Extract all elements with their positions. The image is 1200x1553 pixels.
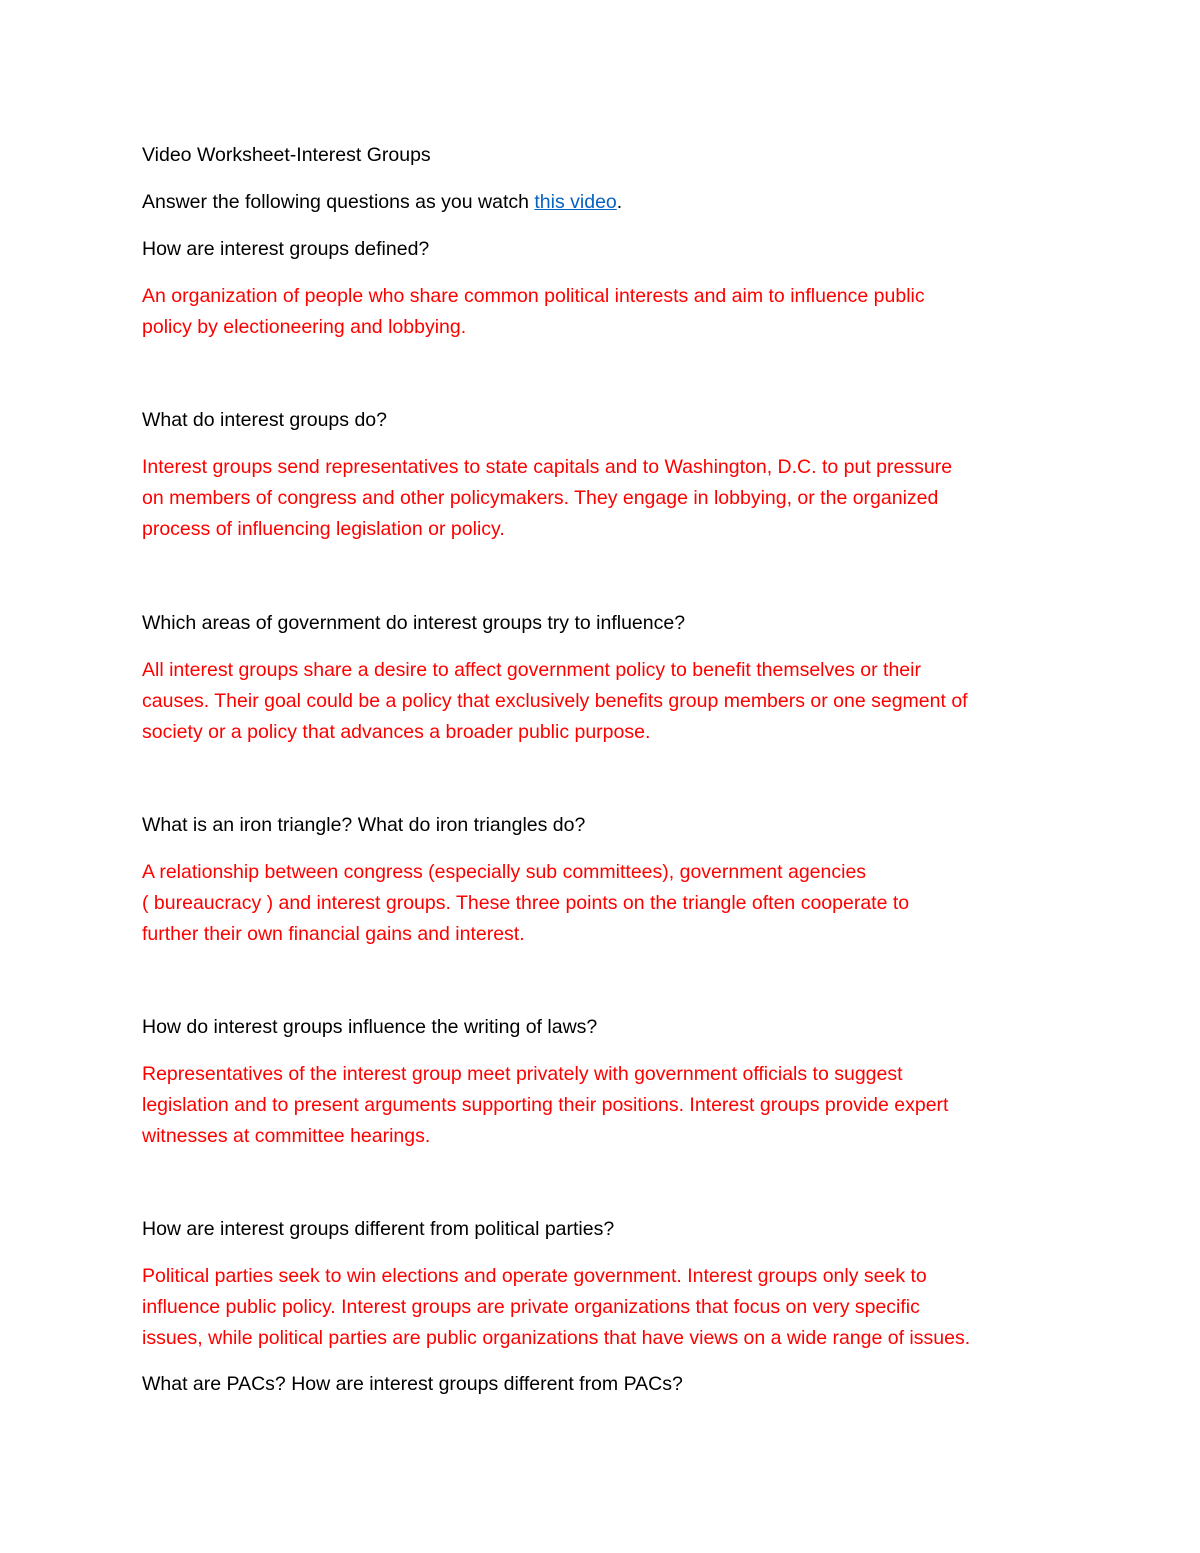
answer-line: A relationship between congress (especially sub committees), government agencies (142, 861, 867, 883)
answer-line: legislation and to present arguments supporting their positions. Interest groups provide expert (142, 1094, 949, 1116)
intro-line (142, 187, 622, 218)
answer-iron-triangle (142, 857, 1062, 950)
answer-defined (142, 281, 1062, 343)
answer-areas (142, 655, 1062, 748)
answer-line: Representatives of the interest group meet privately with government officials to suggest (142, 1063, 903, 1085)
answer-line: Political parties seek to win elections and operate government. Interest groups only seek to (142, 1265, 927, 1287)
answer-line: policy by electioneering and lobbying. (142, 316, 467, 338)
answer-line: on members of congress and other policymakers. They engage in lobbying, or the organized (142, 487, 939, 509)
answer-line: society or a policy that advances a broader public purpose. (142, 721, 651, 743)
answer-line: All interest groups share a desire to affect government policy to benefit themselves or their (142, 659, 921, 681)
question-iron-triangle: What is an iron triangle? What do iron triangles do? (142, 814, 586, 836)
answer-what-do (142, 452, 1062, 545)
answer-laws (142, 1059, 1062, 1152)
document-title: Video Worksheet-Interest Groups (142, 144, 431, 166)
answer-line: process of influencing legislation or policy. (142, 518, 505, 540)
answer-line: Interest groups send representatives to state capitals and to Washington, D.C. to put pressure (142, 456, 953, 478)
video-link[interactable]: this video (534, 191, 617, 213)
intro-period: . (616, 191, 623, 213)
question-parties: How are interest groups different from political parties? (142, 1218, 615, 1240)
intro-text: Answer the following questions as you watch (142, 191, 535, 213)
answer-line: issues, while political parties are public organizations that have views on a wide range of issues. (142, 1327, 971, 1349)
answer-line: influence public policy. Interest groups are private organizations that focus on very specific (142, 1296, 920, 1318)
question-defined: How are interest groups defined? (142, 238, 430, 260)
answer-line: causes. Their goal could be a policy that exclusively benefits group members or one segment of (142, 690, 968, 712)
answer-line: witnesses at committee hearings. (142, 1125, 431, 1147)
answer-line: ( bureaucracy ) and interest groups. These three points on the triangle often cooperate to (142, 892, 910, 914)
answer-line: further their own financial gains and interest. (142, 923, 525, 945)
question-pacs: What are PACs? How are interest groups different from PACs? (142, 1373, 683, 1395)
answer-line: An organization of people who share common political interests and aim to influence public (142, 285, 925, 307)
question-laws: How do interest groups influence the writing of laws? (142, 1016, 598, 1038)
question-areas: Which areas of government do interest groups try to influence? (142, 612, 686, 634)
answer-parties (142, 1261, 1062, 1354)
question-what-do: What do interest groups do? (142, 409, 387, 431)
